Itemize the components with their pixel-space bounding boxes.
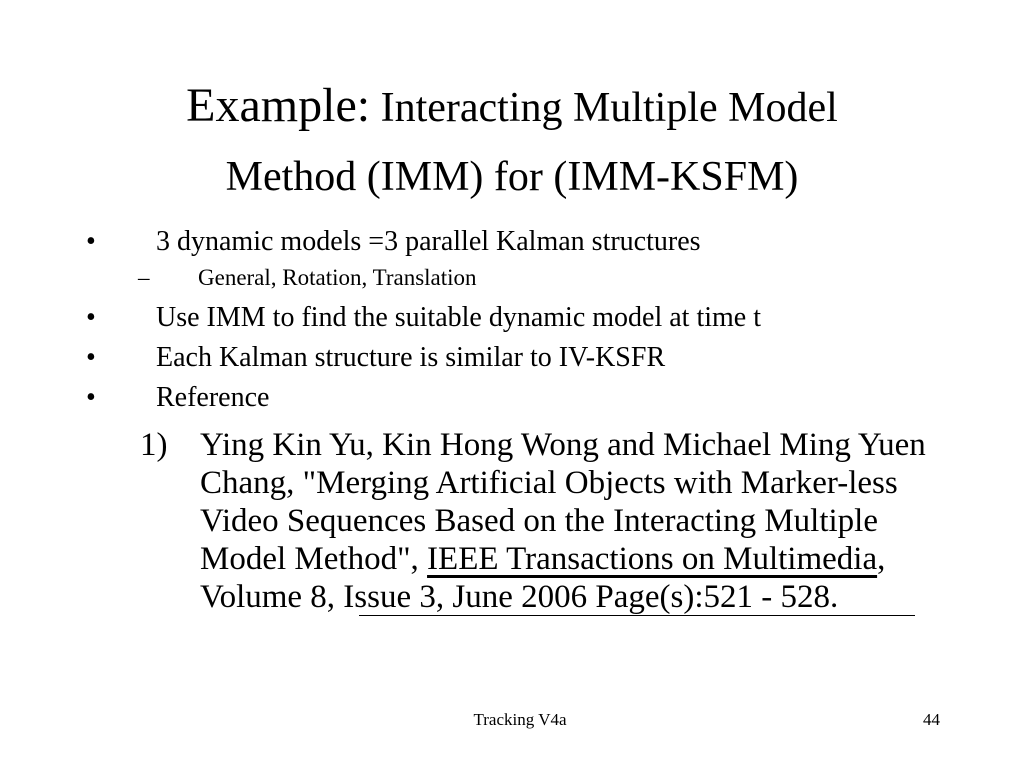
title-rest-line1: Interacting Multiple Model bbox=[370, 85, 838, 131]
sub-bullet-mark: – bbox=[138, 265, 150, 290]
sub-bullet-text: General, Rotation, Translation bbox=[198, 265, 477, 290]
bullet-item bbox=[86, 301, 761, 335]
reference-text bbox=[200, 426, 940, 616]
bullet-item bbox=[86, 225, 701, 259]
bullet-text: Reference bbox=[156, 382, 270, 413]
reference-text-after: , Volume 8, Issue 3, June 2006 Page(s):521 - 528. bbox=[200, 541, 886, 615]
title-line2: Method (IMM) for (IMM-KSFM) bbox=[225, 154, 799, 200]
journal-link[interactable]: IEEE Transactions on Multimedia bbox=[427, 541, 878, 577]
bullet-text: Each Kalman structure is similar to IV-KSFR bbox=[156, 342, 666, 373]
bullet-text: 3 dynamic models =3 parallel Kalman structures bbox=[156, 226, 701, 257]
bullet-text: Use IMM to find the suitable dynamic model at time t bbox=[156, 302, 761, 333]
journal-overline-divider bbox=[359, 615, 915, 616]
page-number: 44 bbox=[923, 710, 940, 729]
reference-text-before: Ying Kin Yu, Kin Hong Wong and Michael Ming Yuen Chang, "Merging Artificial Objects with Marker-less Video Sequences Based on the Interacting Multiple Model Method", bbox=[200, 427, 926, 577]
footer-title: Tracking V4a bbox=[473, 710, 567, 729]
bullet-mark: • bbox=[86, 226, 96, 257]
sub-bullet-item bbox=[138, 264, 477, 292]
bullet-mark: • bbox=[86, 382, 96, 413]
bullet-mark: • bbox=[86, 342, 96, 373]
bullet-mark: • bbox=[86, 302, 96, 333]
bullet-item bbox=[86, 381, 269, 415]
slide-title bbox=[60, 76, 964, 216]
title-lead: Example: bbox=[186, 79, 371, 132]
reference-number: 1) bbox=[140, 427, 168, 463]
bullet-item bbox=[86, 341, 665, 375]
